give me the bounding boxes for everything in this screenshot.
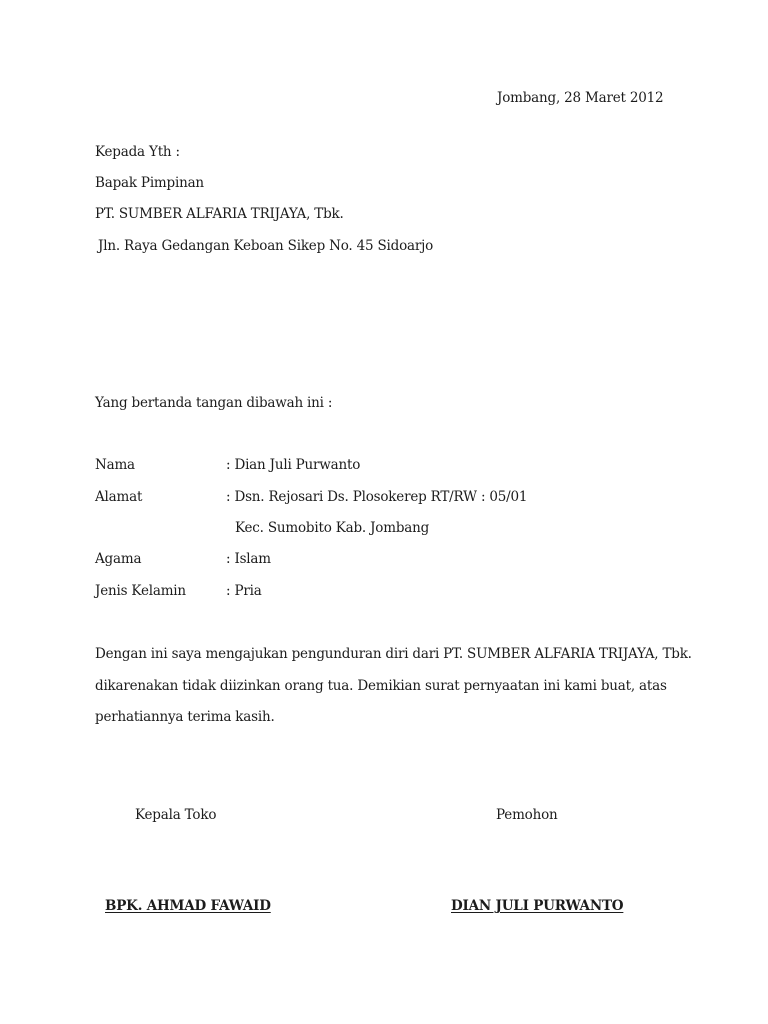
recipient-company: PT. SUMBER ALFARIA TRIJAYA, Tbk. — [95, 206, 344, 222]
address-value-line-1: : Dsn. Rejosari Ds. Plosokerep RT/RW : 05/01 — [226, 489, 528, 505]
gender-label: Jenis Kelamin — [95, 583, 186, 599]
religion-label: Agama — [95, 551, 142, 567]
name-label: Nama — [95, 457, 135, 473]
right-signatory-role: Pemohon — [496, 807, 558, 823]
address-value-line-2: Kec. Sumobito Kab. Jombang — [235, 520, 430, 536]
body-line-1: Dengan ini saya mengajukan pengunduran diri dari PT. SUMBER ALFARIA TRIJAYA, Tbk. — [95, 646, 692, 662]
recipient-address: Jln. Raya Gedangan Keboan Sikep No. 45 Sidoarjo — [98, 238, 434, 254]
date-line: Jombang, 28 Maret 2012 — [497, 90, 664, 106]
body-line-3: perhatiannya terima kasih. — [95, 709, 275, 725]
gender-value: : Pria — [226, 583, 262, 599]
intro-text: Yang bertanda tangan dibawah ini : — [95, 395, 333, 411]
right-signatory-name: DIAN JULI PURWANTO — [451, 898, 624, 914]
name-value: : Dian Juli Purwanto — [226, 457, 361, 473]
left-signatory-name: BPK. AHMAD FAWAID — [105, 898, 271, 914]
body-line-2: dikarenakan tidak diizinkan orang tua. Demikian surat pernyaatan ini kami buat, atas — [95, 678, 667, 694]
address-label: Alamat — [95, 489, 143, 505]
recipient-salutation: Kepada Yth : — [95, 144, 180, 160]
left-signatory-role: Kepala Toko — [135, 807, 217, 823]
recipient-title: Bapak Pimpinan — [95, 175, 204, 191]
religion-value: : Islam — [226, 551, 271, 567]
